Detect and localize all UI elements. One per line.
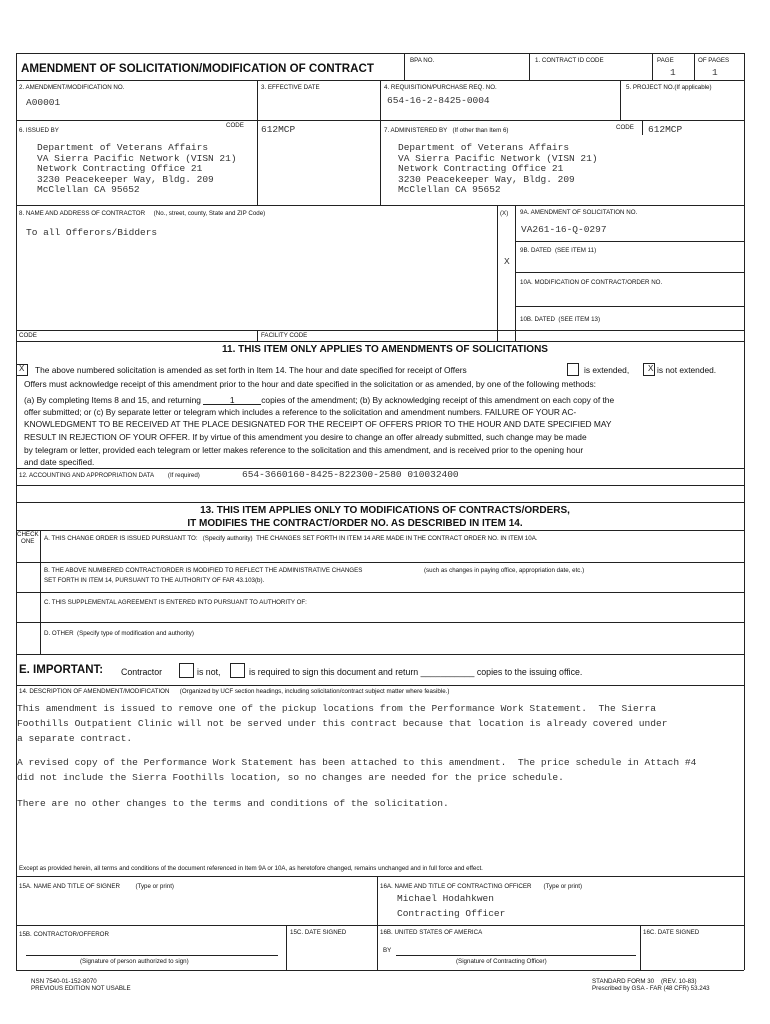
of-pages-label: OF PAGES [698, 57, 730, 64]
item16a-label-text: 16A. NAME AND TITLE OF CONTRACTING OFFICER [380, 883, 532, 890]
item11-line7: by telegram or letter, provided each telegram or letter makes reference to the solicitation and this amendment, and is received prior to the opening hour [24, 445, 584, 455]
contracting-officer-name: Michael Hodahkwen [397, 893, 494, 904]
item11-line6: RESULT IN REJECTION OF YOUR OFFER. If by virtue of this amendment you desire to change an offer already submitted, such change may be made [24, 432, 587, 442]
rule [286, 925, 287, 970]
item10a-label: 10A. MODIFICATION OF CONTRACT/ORDER NO. [520, 279, 663, 286]
item14-label-text: 14. DESCRIPTION OF AMENDMENT/MODIFICATION [19, 688, 170, 695]
item2-label: 2. AMENDMENT/MODIFICATION NO. [19, 84, 125, 91]
item11-line4: offer submitted; or (c) By separate letter or telegram which includes a reference to the solicitation and amendment numbers. FAILURE OF YOUR AC- [24, 407, 577, 417]
item15c-label: 15C. DATE SIGNED [290, 929, 347, 936]
item14-label [19, 689, 449, 695]
item11-heading: 11. THIS ITEM ONLY APPLIES TO AMENDMENTS OF SOLICITATIONS [222, 344, 548, 355]
rule [694, 53, 695, 80]
item15a-label-text: 15A. NAME AND TITLE OF SIGNER [19, 883, 120, 890]
item16b-label: 16B. UNITED STATES OF AMERICA [380, 929, 483, 936]
facility-code-label: FACILITY CODE [261, 332, 308, 339]
by-label: BY [383, 947, 392, 954]
rule [16, 925, 744, 926]
item7-label-text: 7. ADMINISTERED BY [384, 127, 448, 134]
rule [404, 53, 405, 80]
contractor-label: Contractor [121, 667, 163, 677]
item9b-check-mark: X [504, 256, 510, 267]
item5-label-text: 5. PROJECT NO. [626, 84, 675, 91]
rule [16, 876, 744, 877]
requisition-no: 654-16-2-8425-0004 [387, 95, 490, 106]
item16a-label [380, 884, 582, 890]
item11-line3 [24, 396, 614, 405]
rule [16, 592, 744, 593]
is-not-checkbox[interactable] [179, 663, 194, 678]
copies-value[interactable]: 1 [203, 396, 261, 405]
amendment-no: A00001 [26, 97, 61, 108]
item4-label: 4. REQUISITION/PURCHASE REQ. NO. [384, 84, 497, 91]
item11-line5: KNOWLEDGMENT TO BE RECEIVED AT THE PLACE DESIGNATED FOR THE RECEIPT OF OFFERS PRIOR TO THE HOUR AND DATE SPECIFIED MAY [24, 419, 612, 429]
item13a-text2: THE CHANGES SET FORTH IN ITEM 14 ARE MADE IN THE CONTRACT ORDER NO. IN ITEM 10A. [256, 535, 538, 542]
check-one-label-2: ONE [21, 538, 35, 545]
rule [640, 925, 641, 970]
is-not-extended-label: is not extended. [657, 365, 717, 375]
rule [652, 53, 653, 80]
item6-code-label: CODE [226, 122, 244, 129]
item11-line1: The above numbered solicitation is amended as set forth in Item 14. The hour and date specified for receipt of Offers [35, 365, 467, 375]
officer-signature-line[interactable] [396, 955, 636, 956]
important-label: E. IMPORTANT: [19, 664, 104, 676]
item11-line2: Offers must acknowledge receipt of this amendment prior to the hour and date specified in the solicitation or as amended, by one of the following methods: [24, 379, 596, 389]
rule [16, 654, 744, 655]
item12-label [19, 473, 200, 479]
item15a-qualifier: (Type or print) [135, 883, 174, 890]
item8-qualifier: (No., street, county, State and ZIP Code) [153, 210, 266, 217]
x-column-header: (X) [500, 210, 509, 217]
page-label: PAGE [657, 57, 674, 64]
is-required-label: is required to sign this document and return ___________ copies to the issuing office. [249, 667, 583, 677]
unchanged-note: Except as provided herein, all terms and conditions of the document referenced in Item 9A or 10A, as heretofore changed, remains unchanged and in full force and effect. [19, 865, 483, 872]
item13a-qualifier: (Specify authority) [202, 535, 253, 542]
administered-by-address: Department of Veterans Affairs VA Sierra Pacific Network (VISN 21) Network Contracting Office 21 3230 Peacekeeper Way, Bldg. 209 McClellan CA 95652 [398, 142, 598, 196]
rule [620, 80, 621, 120]
item13b-text2: SET FORTH IN ITEM 14, PURSUANT TO THE AUTHORITY OF FAR 43.103(b). [44, 577, 265, 584]
rule [515, 306, 744, 307]
rule [257, 330, 258, 341]
page-value: 1 [670, 67, 676, 78]
item13b-text1[interactable]: B. THE ABOVE NUMBERED CONTRACT/ORDER IS MODIFIED TO REFLECT THE ADMINISTRATIVE CHANGES [44, 567, 363, 574]
not-extended-check-mark: X [648, 364, 654, 374]
rule [16, 502, 744, 503]
item9a-label: 9A. AMENDMENT OF SOLICITATION NO. [520, 209, 638, 216]
code-label: CODE [19, 332, 37, 339]
solicitation-no: VA261-16-Q-0297 [521, 224, 607, 235]
issued-by-address: Department of Veterans Affairs VA Sierra Pacific Network (VISN 21) Network Contracting Office 21 3230 Peacekeeper Way, Bldg. 209 McClellan CA 95652 [37, 142, 237, 196]
item8-label-text: 8. NAME AND ADDRESS OF CONTRACTOR [19, 210, 146, 217]
contractor-signature-line[interactable] [26, 955, 278, 956]
rule [377, 876, 378, 970]
item8-label [19, 211, 265, 217]
accounting-data: 654-3660160-8425-822300-2580 010032400 [242, 469, 459, 480]
officer-signature-caption: (Signature of Contracting Officer) [456, 958, 547, 965]
contract-id-label: 1. CONTRACT ID CODE [535, 57, 604, 64]
item13d-qualifier: (Specify type of modification and authority) [77, 630, 194, 637]
item15b-label: 15B. CONTRACTOR/OFFEROR [19, 931, 109, 938]
item13c-text[interactable]: C. THIS SUPPLEMENTAL AGREEMENT IS ENTERED INTO PURSUANT TO AUTHORITY OF: [44, 599, 307, 606]
check-one-label-1: CHECK [17, 531, 39, 538]
item13d-main: D. OTHER [44, 630, 74, 637]
item11-line8: and date specified. [24, 457, 95, 467]
of-pages-value: 1 [712, 67, 718, 78]
item5-qualifier: (If applicable) [674, 84, 712, 91]
rule [642, 120, 643, 135]
item6-label: 6. ISSUED BY [19, 127, 59, 134]
item3-label: 3. EFFECTIVE DATE [261, 84, 320, 91]
rule-top [16, 53, 744, 54]
item16c-label: 16C. DATE SIGNED [643, 929, 700, 936]
rule [16, 530, 744, 531]
rule [16, 562, 744, 563]
form-title: AMENDMENT OF SOLICITATION/MODIFICATION OF CONTRACT [21, 62, 374, 75]
prescribed-by-label: Prescribed by GSA - FAR (48 CFR) 53.243 [592, 985, 710, 992]
item10b-qualifier: (SEE ITEM 13) [558, 316, 601, 323]
is-extended-checkbox[interactable] [567, 363, 579, 376]
item11-line3b: copies of the amendment; (b) By acknowledging receipt of this amendment on each copy of the [261, 395, 615, 405]
rule [16, 970, 744, 971]
item14-qualifier: (Organized by UCF section headings, including solicitation/contract subject matter where feasible.) [179, 688, 450, 695]
contracting-officer-title: Contracting Officer [397, 908, 506, 919]
rule [40, 530, 41, 654]
item12-qualifier: (If required) [167, 472, 200, 479]
bpa-no-label: BPA NO. [410, 57, 435, 64]
item7-code-label: CODE [616, 124, 634, 131]
item13-heading-2: IT MODIFIES THE CONTRACT/ORDER NO. AS DESCRIBED IN ITEM 14. [187, 518, 523, 529]
rule [16, 622, 744, 623]
rule [515, 241, 744, 242]
item6-code-value: 612MCP [261, 124, 296, 135]
rule [515, 205, 516, 341]
rule [257, 80, 258, 205]
amended-check-mark: X [19, 364, 25, 374]
description-para-3: There are no other changes to the terms and conditions of the solicitation. [17, 798, 449, 809]
is-not-label: is not, [197, 667, 221, 677]
is-extended-label: is extended, [584, 365, 630, 375]
item9b-label-text: 9B. DATED [520, 247, 552, 254]
rule [497, 205, 498, 341]
item13a-main: A. THIS CHANGE ORDER IS ISSUED PURSUANT TO: [44, 535, 198, 542]
description-para-1: This amendment is issued to remove one of the pickup locations from the Performance Work Statement. The Sierra Foothills Outpatient Clinic will not be served under this contract because that location is already covered under a separate contract. [17, 703, 668, 744]
item16a-qualifier: (Type or print) [543, 883, 583, 890]
description-para-2: A revised copy of the Performance Work Statement has been attached to this amendment. The price schedule in Attach #4 did not include the Sierra Foothills location, so no changes are needed for the price schedule. [17, 757, 697, 783]
item13b-qualifier: (such as changes in paying office, appropriation date, etc.) [424, 567, 585, 574]
item11-line3a: (a) By completing Items 8 and 15, and returning [24, 395, 201, 405]
is-required-checkbox[interactable] [230, 663, 245, 678]
rule [16, 341, 744, 342]
item13d-text[interactable] [44, 631, 194, 637]
item12-label-text: 12. ACCOUNTING AND APPROPRIATION DATA [19, 472, 155, 479]
contractor-signature-caption: (Signature of person authorized to sign) [80, 958, 189, 965]
item15a-label [19, 884, 174, 890]
item10b-label-text: 10B. DATED [520, 316, 555, 323]
previous-edition-label: PREVIOUS EDITION NOT USABLE [31, 985, 131, 992]
nsn-label: NSN 7540-01-152-8070 [31, 978, 97, 985]
rule [515, 272, 744, 273]
rule [529, 53, 530, 80]
rule [16, 685, 744, 686]
rule [380, 80, 381, 205]
item13a-text[interactable] [44, 536, 538, 542]
item13-heading-1: 13. THIS ITEM APPLIES ONLY TO MODIFICATIONS OF CONTRACTS/ORDERS, [200, 505, 570, 516]
contractor-name: To all Offerors/Bidders [26, 227, 158, 238]
rule [16, 205, 744, 206]
rule [16, 485, 744, 486]
item7-code-value: 612MCP [648, 124, 683, 135]
rule [16, 330, 744, 331]
item5-label [626, 85, 712, 91]
standard-form-label: STANDARD FORM 30 (REV. 10-83) [592, 978, 697, 985]
item7-qualifier: (If other than Item 6) [452, 127, 509, 134]
item9b-label [520, 248, 596, 254]
item9b-qualifier: (SEE ITEM 11) [554, 247, 597, 254]
item7-label [384, 128, 509, 134]
item10b-label [520, 317, 600, 323]
